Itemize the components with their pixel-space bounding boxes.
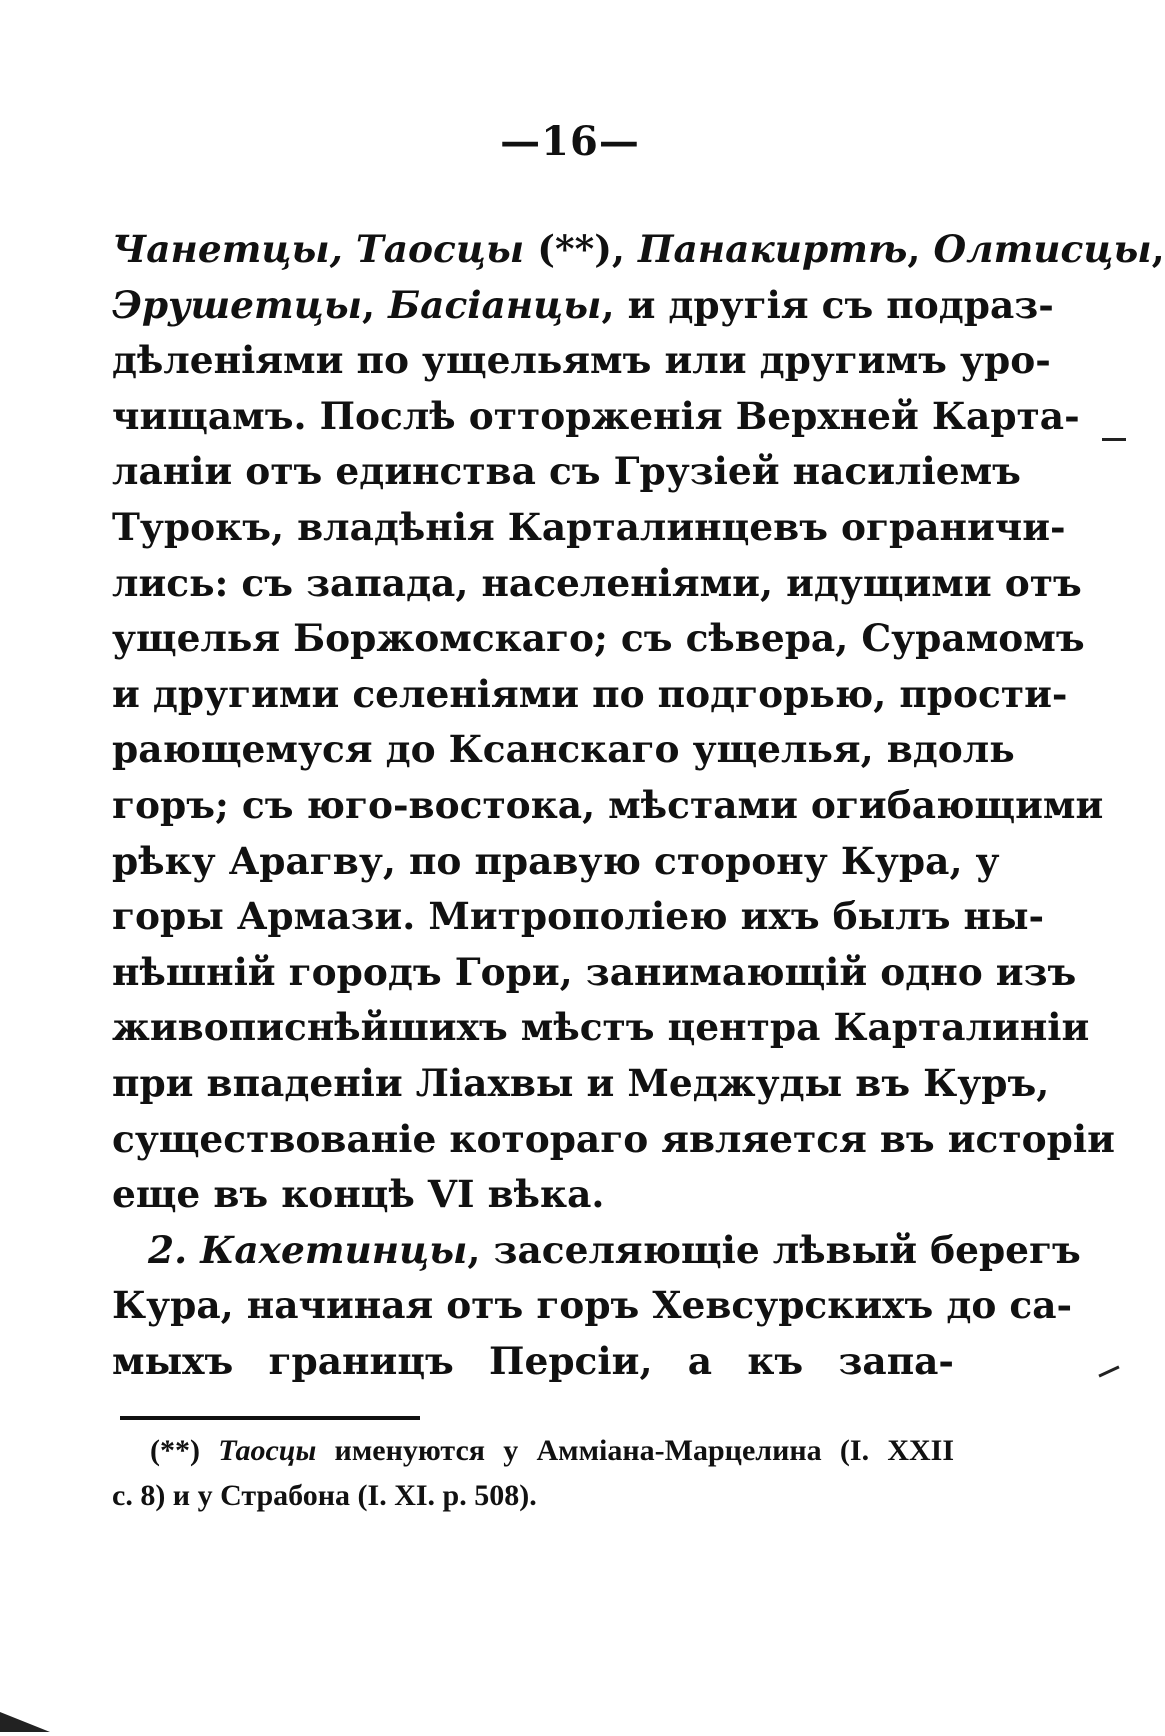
body-text-run: Кура, начиная отъ горъ Хевсурскихъ до са- xyxy=(112,1283,1073,1328)
body-text-run: Олтисцы xyxy=(933,227,1152,271)
body-text-run: рающемуся до Ксанскаго ущелья, вдоль xyxy=(112,727,1015,772)
body-text-run: , заселяющіе лѣвый берегъ xyxy=(467,1227,1081,1272)
scan-mark xyxy=(1102,438,1126,441)
body-text-run: , и другія съ подраз- xyxy=(601,282,1054,327)
body-text-run: Эрушетцы xyxy=(112,282,362,327)
body-line xyxy=(112,222,1165,278)
scan-mark xyxy=(1098,1365,1119,1377)
body-text-run: горъ; съ юго-востока, мѣстами огибающими xyxy=(112,782,1104,827)
scan-mark xyxy=(0,1712,50,1732)
body-text-run: (**), xyxy=(524,227,639,271)
main-text xyxy=(112,222,1165,1389)
body-text-run: Кахетинцы xyxy=(200,1227,468,1272)
body-text-run: Таосцы xyxy=(355,227,525,271)
body-line xyxy=(112,778,1104,834)
body-text-run: Панакиртѣ xyxy=(638,227,908,271)
footnote-text-run: Таосцы xyxy=(218,1434,317,1467)
body-line xyxy=(112,667,1068,723)
body-text-run: Чанетцы xyxy=(112,227,330,271)
body-text-run: мыхъ границъ Персіи, а къ запа- xyxy=(112,1338,954,1383)
body-text-run: дѣленіями по ущельямъ или другимъ уро- xyxy=(112,338,1051,383)
body-line xyxy=(112,389,1080,445)
body-line xyxy=(112,444,1021,500)
footnote xyxy=(112,1428,954,1518)
body-text-run: и другими селеніями по подгорью, прости- xyxy=(112,671,1068,716)
body-line xyxy=(112,1223,1081,1279)
body-text-run: ланіи отъ единства съ Грузіей насиліемъ xyxy=(112,449,1021,494)
body-text-run: Басіанцы xyxy=(388,282,602,327)
footnote-separator xyxy=(120,1416,420,1420)
body-text-run: живописнѣйшихъ мѣстъ центра Карталиніи xyxy=(112,1005,1090,1050)
body-line xyxy=(112,834,1000,890)
body-line xyxy=(112,500,1066,556)
body-text-run: при впаденіи Ліахвы и Меджуды въ Куръ, xyxy=(112,1060,1050,1105)
body-line xyxy=(112,722,1015,778)
body-text-run: , xyxy=(361,282,389,327)
body-text-run: ущелья Боржомскаго; съ сѣвера, Сурамомъ xyxy=(112,616,1085,661)
body-text-run: рѣку Арагву, по правую сторону Кура, у xyxy=(112,838,1000,883)
footnote-text-run: c. 8) и у Страбона (I. XI. p. 508). xyxy=(112,1479,537,1512)
body-text-run: , xyxy=(329,227,356,271)
body-text-run: , xyxy=(907,227,934,271)
body-text-run: Турокъ, владѣнія Карталинцевъ ограничи- xyxy=(112,504,1066,549)
body-line xyxy=(112,1334,954,1390)
body-line xyxy=(112,889,1045,945)
body-line xyxy=(112,1167,954,1223)
body-text-run: чищамъ. Послѣ отторженія Верхней Карта- xyxy=(112,393,1080,438)
body-line xyxy=(112,945,1077,1001)
body-line xyxy=(112,1278,1073,1334)
body-text-run: 2. xyxy=(148,1227,201,1272)
body-line xyxy=(112,556,1082,612)
body-line xyxy=(112,333,1051,389)
body-line xyxy=(112,1112,1115,1168)
footnote-line xyxy=(112,1473,954,1518)
body-line xyxy=(112,1000,1090,1056)
footnote-line xyxy=(112,1428,954,1473)
footnote-text-run: именуются у Амміана-Марцелина (I. XXII xyxy=(316,1434,954,1467)
body-line xyxy=(112,278,1054,334)
body-text-run: существованіе котораго является въ исторіи xyxy=(112,1116,1115,1161)
footnote-text-run: (**) xyxy=(150,1434,219,1467)
page-number: —16— xyxy=(500,118,640,165)
body-text-run: , xyxy=(1151,227,1165,271)
body-text-run: еще въ концѣ VI вѣка. xyxy=(112,1172,605,1217)
body-text-run: нѣшній городъ Гори, занимающій одно изъ xyxy=(112,949,1077,994)
body-line xyxy=(112,1056,1050,1112)
body-text-run: горы Армази. Митрополіею ихъ былъ ны- xyxy=(112,894,1045,939)
body-line xyxy=(112,611,1085,667)
body-text-run: лись: съ запада, населеніями, идущими отъ xyxy=(112,560,1082,605)
